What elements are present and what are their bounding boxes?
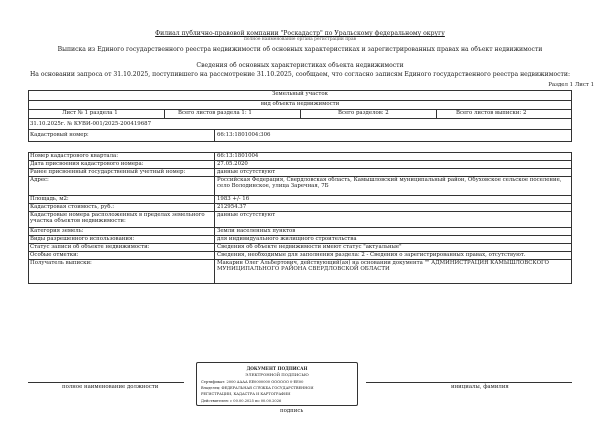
row-label: Получатель выписки: <box>30 260 92 266</box>
sections-total: Всего разделов: 2 <box>338 110 389 116</box>
request-line: На основании запроса от 31.10.2025, поступившего на рассмотрение 31.10.2025, сообщаем, что согласно записям Единого государственного реестра недвижимости: <box>29 71 571 78</box>
row-label: Особые отметки: <box>30 252 79 258</box>
row-value: 66:13:1801004 <box>217 153 259 159</box>
org-name: Филиал публично-правовой компании "Роскадастр" по Уральскому федеральному округу <box>155 30 445 37</box>
section-title: Сведения об основных характеристиках объекта недвижимости <box>196 62 404 69</box>
row-value: 27.05.2020 <box>217 161 248 167</box>
row-label: Кадастровая стоимость, руб.: <box>30 204 115 210</box>
stamp-certificate: Сертификат: 2000 АААА ЕЕ0000000 ОООООО 0-ЕЕ00 <box>201 380 304 384</box>
signature-caption: подпись <box>280 408 304 414</box>
page-label: Раздел 1 Лист 1 <box>548 82 594 88</box>
sheets-in-section: Всего листов раздела 1: 1 <box>178 110 252 116</box>
row-value: 212954.37 <box>217 204 247 210</box>
sheet-number: Лист № 1 раздела 1 <box>62 110 118 116</box>
row-value: 1983 +/- 16 <box>217 196 250 202</box>
row-label: Кадастровые номера расположенных в пределах земельного участка объектов недвижимости: <box>30 212 205 225</box>
name-caption: инициалы, фамилия <box>451 384 509 390</box>
position-caption: полное наименование должности <box>62 384 159 390</box>
row-value: Российская Федерация, Свердловская область, Камышловский муниципальный район, Обуховское сельское поселение, село Володинское, улица Заречная, 7Б <box>217 177 562 190</box>
stamp-title: ДОКУМЕНТ ПОДПИСАН <box>246 366 308 371</box>
row-label: Виды разрешенного использования: <box>30 236 135 242</box>
row-value: Макарин Олег Альбертович, действующий(ая) на основании документа "" АДМИНИСТРАЦИЯ КАМЫШЛОВСКОГО МУНИЦИПАЛЬНОГО РАЙОНА СВЕРДЛОВСКОЙ ОБЛАСТИ <box>217 260 549 273</box>
stamp-owner-cont: РЕГИСТРАЦИИ, КАДАСТРА И КАРТОГРАФИИ <box>201 392 291 396</box>
row-value: Сведения, необходимые для заполнения раздела: 2 - Сведения о зарегистрированных правах, отсутствуют. <box>217 252 526 258</box>
extract-date-number: 31.10.2025г. № КУВИ-001/2025-200419687 <box>30 121 151 127</box>
document-title: Выписка из Единого государственного реестра недвижимости об основных характеристиках и зарегистрированных правах на объект недвижимости <box>57 46 543 53</box>
row-label: Площадь, м2: <box>30 196 69 202</box>
object-type-caption: вид объекта недвижимости <box>260 101 340 107</box>
row-label: Категория земель: <box>30 228 84 234</box>
row-label: Ранее присвоенный государственный учетный номер: <box>30 169 186 175</box>
row-label: Адрес: <box>30 177 49 183</box>
row-value: данные отсутствуют <box>217 169 276 175</box>
row-value: Земли населенных пунктов <box>217 228 296 234</box>
row-label: Дата присвоения кадастрового номера: <box>30 161 144 167</box>
object-type: Земельный участок <box>271 91 329 97</box>
stamp-subtitle: ЭЛЕКТРОННОЙ ПОДПИСЬЮ <box>245 372 309 377</box>
stamp-validity: Действителен: с 00.00.2025 по 00.00.2026 <box>201 399 282 403</box>
row-value: данные отсутствуют <box>217 212 276 218</box>
electronic-signature-stamp <box>196 362 358 406</box>
row-value: Сведения об объекте недвижимости имеют статус "актуальные" <box>217 244 402 250</box>
stamp-owner: Владелец: ФЕДЕРАЛЬНАЯ СЛУЖБА ГОСУДАРСТВЕННОЙ <box>201 386 314 390</box>
cadastral-number-label: Кадастровый номер: <box>30 132 89 138</box>
org-caption: полное наименование органа регистрации прав <box>243 37 357 42</box>
row-value: для индивидуального жилищного строительства <box>217 236 357 242</box>
row-label: Номер кадастрового квартала: <box>30 153 119 159</box>
position-line <box>28 382 184 383</box>
row-label: Статус записи об объекте недвижимости: <box>30 244 150 250</box>
name-line <box>366 382 572 383</box>
cadastral-number-value: 66:13:1801004:306 <box>217 132 271 138</box>
sheets-total: Всего листов выписки: 2 <box>456 110 527 116</box>
